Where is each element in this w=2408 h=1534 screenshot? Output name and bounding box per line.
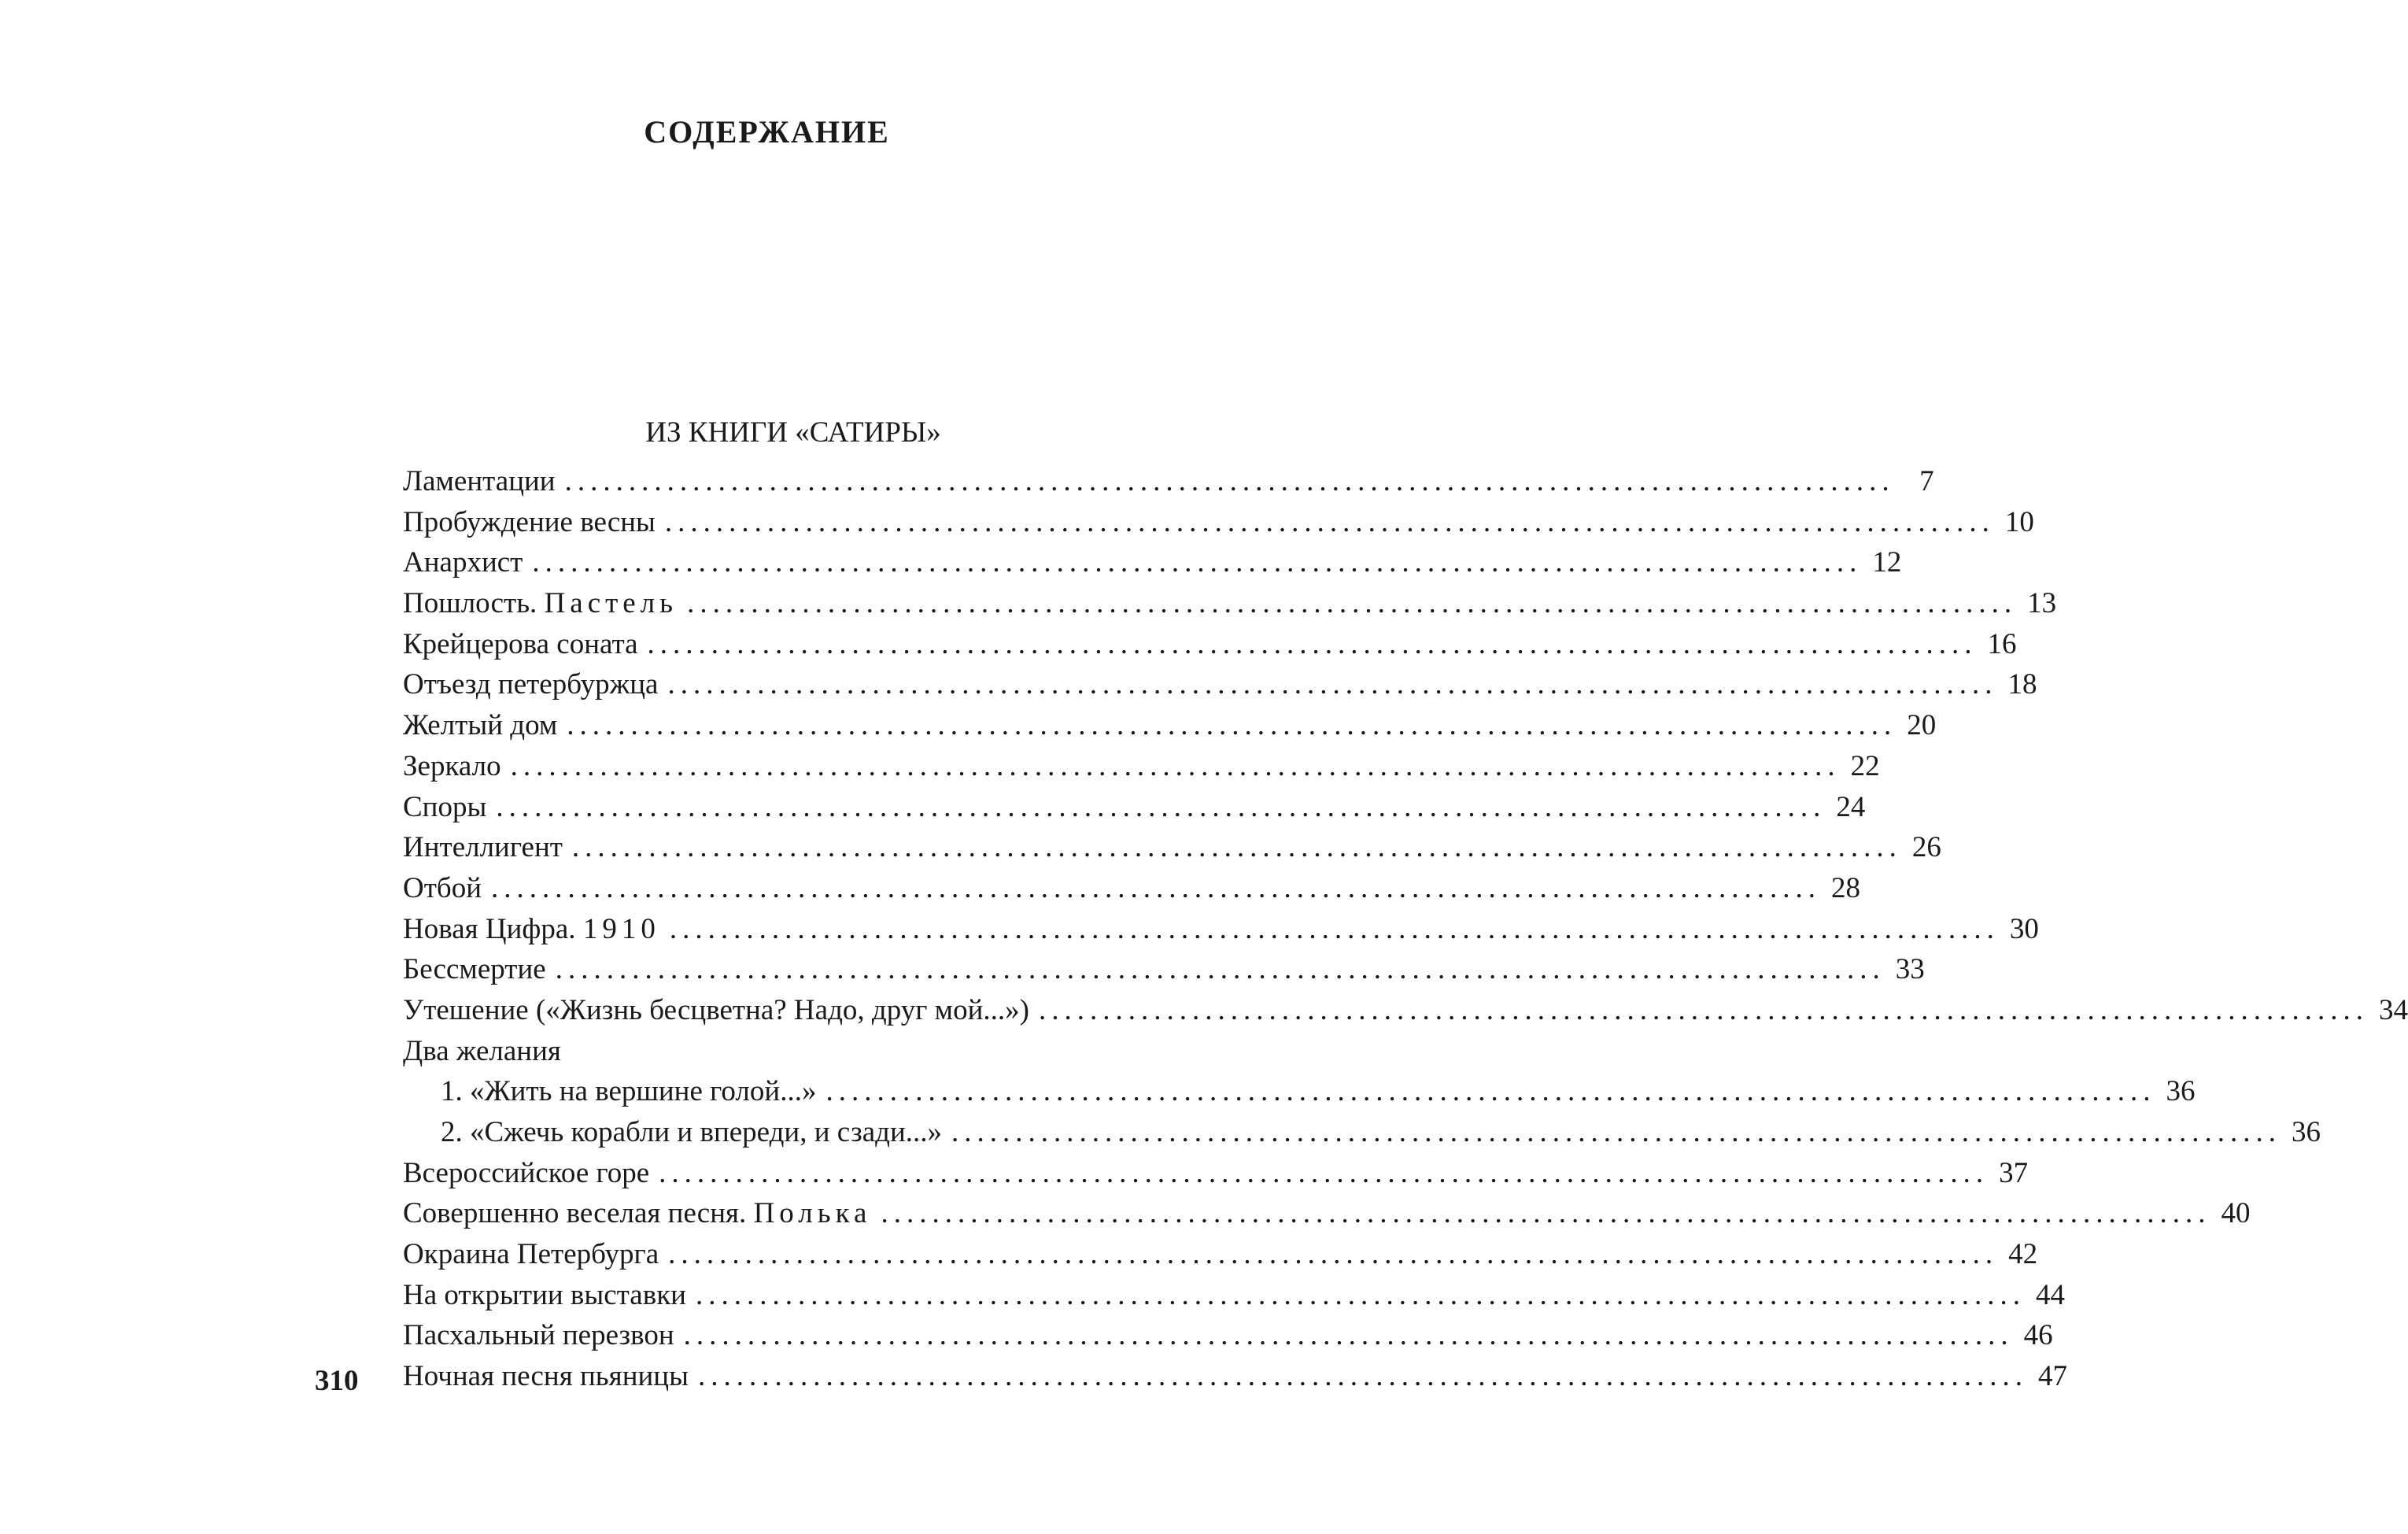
toc-entry-page: 40 xyxy=(2221,1197,2251,1230)
toc-entry-title: Пробуждение весны xyxy=(403,505,656,538)
toc-entry-page: 44 xyxy=(2035,1278,2065,1311)
toc-entry-page: 37 xyxy=(1999,1156,2029,1189)
toc-entry-page: 16 xyxy=(1987,627,2017,660)
toc-entry-page: 46 xyxy=(2023,1319,2053,1352)
dot-leader: ........................................................................................................ xyxy=(532,546,1863,579)
toc-entry-genre: Пастель xyxy=(544,587,678,620)
toc-entry-page: 7 xyxy=(1919,465,1934,497)
toc-entry xyxy=(403,827,1941,868)
toc-entry xyxy=(403,705,1937,746)
toc-entry-title: 2. «Сжечь корабли и впереди, и сзади...» xyxy=(441,1116,943,1148)
toc-entry-title: Пошлость. Пастель xyxy=(403,587,678,620)
dot-leader: ........................................................................................................ xyxy=(1038,993,2369,1026)
dot-leader: ........................................................................................................ xyxy=(664,505,1995,538)
toc-entry xyxy=(403,868,1861,909)
dot-leader: ........................................................................................................ xyxy=(496,790,1826,823)
toc-entry-page: 33 xyxy=(1895,953,1925,986)
dot-leader: ........................................................................................................ xyxy=(567,709,1897,742)
toc-entry-page: 47 xyxy=(2037,1360,2067,1393)
dot-leader: ........................................................................................................ xyxy=(564,465,1895,497)
dot-leader: ........................................................................................................ xyxy=(668,1238,1999,1271)
toc-entry-page: 22 xyxy=(1850,749,1880,782)
dot-leader: ........................................................................................................ xyxy=(491,871,1822,904)
toc-entry xyxy=(403,502,2034,543)
toc-entry-title: Ночная песня пьяницы xyxy=(403,1360,689,1393)
toc-entry xyxy=(403,542,1902,583)
toc-entry-genre: Полька xyxy=(753,1197,872,1230)
dot-leader: ........................................................................................................ xyxy=(825,1075,2156,1108)
toc-entry-page: 12 xyxy=(1872,546,1902,579)
toc-entry-title: Совершенно веселая песня. Полька xyxy=(403,1197,872,1230)
toc-entry-page: 42 xyxy=(2008,1238,2038,1271)
toc-entry-title: Споры xyxy=(403,790,487,823)
dot-leader: ........................................................................................................ xyxy=(555,953,1885,986)
toc-entry-title: На открытии выставки xyxy=(403,1278,686,1311)
toc-entry-title: Два желания xyxy=(403,1034,561,1067)
toc-entry-group xyxy=(403,1031,1184,1072)
toc-entry xyxy=(403,1275,2065,1316)
dot-leader: ........................................................................................................ xyxy=(695,1278,2026,1311)
toc-entry-title: Утешение («Жизнь бесцветна? Надо, друг мой...») xyxy=(403,993,1029,1026)
toc-entry xyxy=(403,461,1934,502)
toc-entry-page: 28 xyxy=(1831,871,1861,904)
dot-leader: ........................................................................................................ xyxy=(510,749,1841,782)
toc-entry-page: 20 xyxy=(1907,709,1937,742)
toc-entry-title: Новая Цифра. 1910 xyxy=(403,912,660,945)
toc-entry xyxy=(403,583,2057,624)
toc-entry-title: Пасхальный перезвон xyxy=(403,1319,674,1352)
section-heading: ИЗ КНИГИ «САТИРЫ» xyxy=(645,416,941,449)
dot-leader: ........................................................................................................ xyxy=(951,1116,2282,1148)
toc-entry-title: Крейцерова соната xyxy=(403,627,638,660)
toc-entry-page: 10 xyxy=(2004,505,2034,538)
dot-leader: ........................................................................................................ xyxy=(881,1197,2211,1230)
dot-leader: ........................................................................................................ xyxy=(669,912,2000,945)
toc-entry xyxy=(403,909,2039,950)
toc-entry-page: 26 xyxy=(1911,831,1941,864)
toc-entry-page: 36 xyxy=(2292,1116,2321,1148)
toc-entry xyxy=(403,624,2017,665)
toc-entry xyxy=(403,1193,2251,1234)
toc-entry-title: Отъезд петербуржца xyxy=(403,668,659,701)
toc-entry-title: 1. «Жить на вершине голой...» xyxy=(441,1075,817,1108)
toc-entry-page: 34 xyxy=(2378,993,2408,1026)
table-of-contents xyxy=(403,461,2408,1397)
toc-entry-title: Всероссийское горе xyxy=(403,1156,650,1189)
toc-entry-title: Анархист xyxy=(403,546,523,579)
toc-entry-title: Бессмертие xyxy=(403,953,546,986)
toc-entry-page: 24 xyxy=(1836,790,1866,823)
toc-entry-title: Ламентации xyxy=(403,465,556,497)
toc-subentry xyxy=(403,1071,2196,1112)
dot-leader: ........................................................................................................ xyxy=(687,587,2018,620)
toc-entry xyxy=(403,949,1925,990)
toc-entry-page: 18 xyxy=(2007,668,2037,701)
toc-entry-title: Отбой xyxy=(403,871,482,904)
dot-leader: ........................................................................................................ xyxy=(667,668,1998,701)
toc-entry-title: Интеллигент xyxy=(403,831,563,864)
toc-entry-page: 13 xyxy=(2027,587,2057,620)
toc-entry xyxy=(403,787,1866,828)
toc-entry-page: 36 xyxy=(2166,1075,2196,1108)
dot-leader: ........................................................................................................ xyxy=(697,1360,2028,1393)
toc-entry xyxy=(403,664,2037,705)
toc-entry-title: Зеркало xyxy=(403,749,501,782)
toc-subentry xyxy=(403,1112,2321,1153)
toc-entry-title: Окраина Петербурга xyxy=(403,1238,659,1271)
toc-entry xyxy=(403,1356,2067,1397)
page-number: 310 xyxy=(315,1365,359,1397)
toc-entry xyxy=(403,1153,2029,1194)
toc-entry xyxy=(403,990,2408,1031)
toc-entry xyxy=(403,1315,2053,1356)
dot-leader: ........................................................................................................ xyxy=(683,1319,2014,1352)
dot-leader: ........................................................................................................ xyxy=(647,627,1978,660)
toc-entry xyxy=(403,1234,2038,1275)
toc-entry xyxy=(403,746,1880,787)
page-title: СОДЕРЖАНИЕ xyxy=(644,114,890,150)
dot-leader: ........................................................................................................ xyxy=(659,1156,1989,1189)
toc-entry-page: 30 xyxy=(2009,912,2039,945)
toc-entry-year: 1910 xyxy=(582,912,660,945)
dot-leader: ........................................................................................................ xyxy=(571,831,1902,864)
toc-entry-title: Желтый дом xyxy=(403,709,558,742)
